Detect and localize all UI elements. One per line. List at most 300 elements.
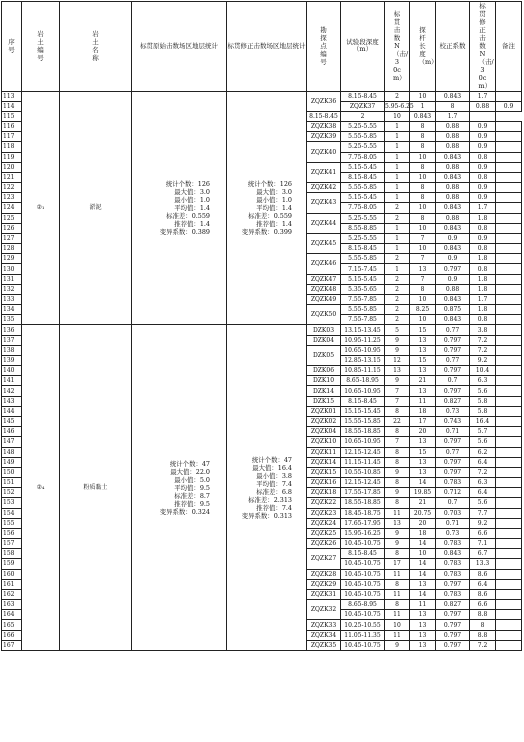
correction-coefficient: 0.797 — [436, 610, 470, 620]
test-depth: 7.15-7.45 — [341, 264, 385, 274]
header-soil-code: 岩土编号 — [22, 2, 60, 92]
borehole-id: ZQZK14 — [307, 457, 341, 467]
test-depth: 10.25-10.55 — [341, 620, 385, 630]
corrected-blows: 1.8 — [470, 284, 496, 294]
correction-coefficient: 0.712 — [436, 488, 470, 498]
test-depth: 11.05-11.35 — [341, 630, 385, 640]
row-index: 152 — [2, 488, 22, 498]
row-index: 141 — [2, 376, 22, 386]
rod-length: 18 — [410, 406, 436, 416]
test-depth: 5.25-5.55 — [341, 233, 385, 243]
borehole-id: DZK06 — [307, 366, 341, 376]
soil-name: 淤泥 — [60, 91, 132, 325]
row-index: 118 — [2, 142, 22, 152]
rod-length: 8 — [436, 101, 470, 111]
rod-length: 13 — [410, 640, 436, 650]
remark-cell — [496, 335, 522, 345]
table-body — [2, 91, 522, 650]
test-depth: 10.45-10.75 — [341, 589, 385, 599]
row-index: 114 — [2, 101, 22, 111]
borehole-id: ZQZK32 — [307, 600, 341, 620]
rod-length: 8 — [410, 162, 436, 172]
row-index: 148 — [2, 447, 22, 457]
row-index: 151 — [2, 478, 22, 488]
row-index: 165 — [2, 620, 22, 630]
header-remark: 备注 — [496, 2, 522, 92]
borehole-id: ZQZK38 — [307, 122, 341, 132]
test-depth: 10.65-10.95 — [341, 437, 385, 447]
test-depth: 7.75-8.05 — [341, 152, 385, 162]
test-depth: 10.65-10.95 — [341, 345, 385, 355]
borehole-id: DZK04 — [307, 335, 341, 345]
rod-length: 13 — [410, 457, 436, 467]
correction-coefficient: 0.843 — [436, 294, 470, 304]
test-depth: 10.45-10.75 — [341, 610, 385, 620]
corrected-blows: 1.8 — [470, 254, 496, 264]
corrected-blows: 0.9 — [470, 193, 496, 203]
spt-blows: 8 — [385, 447, 410, 457]
corrected-blows: 7.2 — [470, 345, 496, 355]
remark-cell — [496, 172, 522, 182]
correction-coefficient: 0.783 — [436, 539, 470, 549]
corrected-blows: 5.8 — [470, 396, 496, 406]
correction-coefficient: 0.73 — [436, 528, 470, 538]
corrected-blows: 0.9 — [470, 233, 496, 243]
remark-cell — [496, 294, 522, 304]
row-index: 132 — [2, 284, 22, 294]
spt-blows: 1 — [385, 223, 410, 233]
correction-coefficient: 0.843 — [410, 111, 436, 121]
test-depth: 10.95-11.25 — [341, 335, 385, 345]
corrected-blows: 8 — [470, 620, 496, 630]
remark-cell — [496, 203, 522, 213]
remark-cell — [496, 305, 522, 315]
rod-length: 13 — [410, 437, 436, 447]
correction-coefficient: 0.827 — [436, 600, 470, 610]
spt-blows: 22 — [385, 417, 410, 427]
row-index: 160 — [2, 569, 22, 579]
remark-cell — [496, 447, 522, 457]
spt-blows: 2 — [385, 254, 410, 264]
test-depth: 12.15-12.45 — [341, 447, 385, 457]
rod-length: 10 — [410, 152, 436, 162]
row-index: 129 — [2, 254, 22, 264]
borehole-id: ZQZK23 — [307, 508, 341, 518]
correction-coefficient: 0.88 — [436, 122, 470, 132]
spt-blows: 2 — [385, 315, 410, 325]
remark-cell — [496, 142, 522, 152]
correction-coefficient: 0.797 — [436, 640, 470, 650]
test-depth: 5.25-5.55 — [341, 142, 385, 152]
spt-blows: 2 — [385, 91, 410, 101]
borehole-id: ZQZK33 — [307, 620, 341, 630]
correction-coefficient: 0.797 — [436, 264, 470, 274]
corrected-blows: 0.9 — [470, 142, 496, 152]
rod-length: 13 — [410, 366, 436, 376]
rod-length: 13 — [410, 610, 436, 620]
spt-blows: 9 — [385, 345, 410, 355]
test-depth: 8.65-18.95 — [341, 376, 385, 386]
rod-length: 14 — [410, 589, 436, 599]
correction-coefficient: 0.7 — [436, 376, 470, 386]
header-row — [2, 2, 522, 92]
rod-length: 11 — [410, 396, 436, 406]
remark-cell — [496, 254, 522, 264]
remark-cell — [496, 579, 522, 589]
spt-blows: 8 — [385, 478, 410, 488]
header-corrected-stat: 标贯修正击数场区地层统计 — [227, 2, 307, 92]
test-depth: 10.65-10.95 — [341, 386, 385, 396]
rod-length: 8 — [410, 213, 436, 223]
rod-length: 7 — [410, 254, 436, 264]
remark-cell — [496, 396, 522, 406]
test-depth: 5.55-5.85 — [341, 132, 385, 142]
row-index: 155 — [2, 518, 22, 528]
row-index: 145 — [2, 417, 22, 427]
rod-length: 11 — [410, 600, 436, 610]
test-depth: 5.55-5.85 — [341, 183, 385, 193]
rod-length: 14 — [410, 478, 436, 488]
row-index: 156 — [2, 528, 22, 538]
row-index: 138 — [2, 345, 22, 355]
correction-coefficient: 0.9 — [436, 233, 470, 243]
header-original-stat: 标贯原始击数场区地层统计 — [132, 2, 227, 92]
spt-blows: 1 — [385, 142, 410, 152]
test-depth: 5.35-5.65 — [341, 284, 385, 294]
correction-coefficient: 0.88 — [436, 284, 470, 294]
spt-blows: 13 — [385, 518, 410, 528]
soil-code: ②₄ — [22, 325, 60, 651]
row-index: 154 — [2, 508, 22, 518]
rod-length: 8 — [410, 284, 436, 294]
rod-length: 14 — [410, 569, 436, 579]
borehole-id: ZQZK44 — [307, 213, 341, 233]
remark-cell — [496, 427, 522, 437]
correction-coefficient: 0.797 — [436, 386, 470, 396]
spt-blows: 9 — [385, 640, 410, 650]
borehole-id: ZQZK37 — [341, 101, 385, 111]
rod-length: 10 — [410, 294, 436, 304]
test-depth: 13.15-13.45 — [341, 325, 385, 335]
rod-length: 20 — [410, 518, 436, 528]
soil-name: 粉质黏土 — [60, 325, 132, 651]
row-index: 126 — [2, 223, 22, 233]
corrected-blows: 7.1 — [470, 539, 496, 549]
corrected-blows: 0.8 — [470, 223, 496, 233]
rod-length: 15 — [410, 355, 436, 365]
correction-coefficient: 0.88 — [436, 132, 470, 142]
header-rod-length: 探杆长度（m） — [410, 2, 436, 92]
correction-coefficient: 0.875 — [436, 305, 470, 315]
remark-cell — [496, 355, 522, 365]
borehole-id: DZK03 — [307, 325, 341, 335]
spt-blows: 9 — [385, 539, 410, 549]
borehole-id: ZQZK48 — [307, 284, 341, 294]
test-depth: 5.15-5.45 — [341, 162, 385, 172]
corrected-blows: 16.4 — [470, 417, 496, 427]
spt-blows: 10 — [385, 620, 410, 630]
row-index: 166 — [2, 630, 22, 640]
correction-coefficient: 0.843 — [436, 172, 470, 182]
correction-coefficient: 0.73 — [436, 406, 470, 416]
correction-coefficient: 0.88 — [436, 162, 470, 172]
corrected-blows: 6.4 — [470, 579, 496, 589]
header-soil-name: 岩土名称 — [60, 2, 132, 92]
corrected-blows: 1.7 — [470, 203, 496, 213]
correction-coefficient: 0.703 — [436, 508, 470, 518]
row-index: 159 — [2, 559, 22, 569]
remark-cell — [470, 111, 496, 121]
spt-blows: 2 — [385, 305, 410, 315]
spt-blows: 7 — [385, 386, 410, 396]
spt-blows: 2 — [385, 274, 410, 284]
corrected-blows: 6.3 — [470, 478, 496, 488]
spt-blows: 13 — [385, 366, 410, 376]
corrected-blows: 8.8 — [470, 610, 496, 620]
rod-length: 15 — [410, 447, 436, 457]
corrected-blows: 1.7 — [470, 294, 496, 304]
corrected-blows: 1.8 — [470, 274, 496, 284]
corrected-blows: 6.7 — [470, 549, 496, 559]
rod-length: 14 — [410, 559, 436, 569]
row-index: 115 — [2, 111, 22, 121]
borehole-id: DZK05 — [307, 345, 341, 365]
rod-length: 10 — [410, 203, 436, 213]
borehole-id: DZK14 — [307, 386, 341, 396]
test-depth: 5.15-5.45 — [341, 193, 385, 203]
row-index: 142 — [2, 386, 22, 396]
remark-cell — [496, 488, 522, 498]
borehole-id: ZQZK24 — [307, 518, 341, 528]
borehole-id: ZQZK36 — [307, 91, 341, 111]
borehole-id: ZQZK22 — [307, 498, 341, 508]
spt-blows: 9 — [385, 488, 410, 498]
rod-length: 14 — [410, 539, 436, 549]
test-depth: 5.95-6.25 — [385, 102, 414, 110]
correction-coefficient: 0.783 — [436, 589, 470, 599]
test-depth: 10.45-10.75 — [341, 559, 385, 569]
correction-coefficient: 0.843 — [436, 315, 470, 325]
remark-cell — [496, 589, 522, 599]
test-depth: 10.85-11.15 — [341, 366, 385, 376]
spt-blows: 1 — [385, 162, 410, 172]
rod-length: 10 — [410, 315, 436, 325]
rod-length: 18 — [410, 528, 436, 538]
remark-cell — [496, 498, 522, 508]
spt-blows: 8 — [385, 498, 410, 508]
spt-blows: 9 — [385, 528, 410, 538]
corrected-blows: 5.6 — [470, 437, 496, 447]
row-index: 162 — [2, 589, 22, 599]
spt-blows: 11 — [385, 569, 410, 579]
test-depth: 12.15-12.45 — [341, 478, 385, 488]
correction-coefficient: 0.71 — [436, 518, 470, 528]
row-index: 163 — [2, 600, 22, 610]
borehole-id: ZQZK02 — [307, 417, 341, 427]
rod-length: 10 — [385, 111, 410, 121]
borehole-id: DZK10 — [307, 376, 341, 386]
test-depth: 7.75-8.05 — [341, 203, 385, 213]
row-index: 121 — [2, 172, 22, 182]
remark-cell — [496, 376, 522, 386]
correction-coefficient: 0.88 — [436, 183, 470, 193]
correction-coefficient: 0.843 — [436, 91, 470, 101]
row-index: 137 — [2, 335, 22, 345]
spt-blows: 1 — [385, 152, 410, 162]
borehole-id: ZQZK46 — [307, 254, 341, 274]
remark-cell — [496, 610, 522, 620]
corrected-blows: 1.7 — [470, 91, 496, 101]
row-index: 136 — [2, 325, 22, 335]
corrected-blows: 0.8 — [470, 172, 496, 182]
corrected-blows: 0.8 — [470, 264, 496, 274]
remark-cell — [496, 193, 522, 203]
corrected-blows: 5.7 — [470, 427, 496, 437]
spt-blows: 1 — [385, 264, 410, 274]
header-depth: 试验段深度（m） — [341, 2, 385, 92]
test-depth: 10.55-10.85 — [341, 467, 385, 477]
row-index: 123 — [2, 193, 22, 203]
borehole-id: ZQZK16 — [307, 478, 341, 488]
corrected-blows: 6.4 — [470, 488, 496, 498]
rod-length: 10 — [410, 244, 436, 254]
rod-length: 10 — [410, 91, 436, 101]
row-index: 133 — [2, 294, 22, 304]
remark-cell — [496, 274, 522, 284]
correction-coefficient: 0.797 — [436, 345, 470, 355]
row-index: 158 — [2, 549, 22, 559]
borehole-id: ZQZK50 — [307, 305, 341, 325]
remark-cell — [496, 640, 522, 650]
row-index: 122 — [2, 183, 22, 193]
spt-blows: 1 — [385, 122, 410, 132]
rod-length: 8 — [410, 132, 436, 142]
corrected-blows: 0.9 — [496, 101, 522, 111]
correction-coefficient: 0.77 — [436, 447, 470, 457]
rod-length: 10 — [410, 223, 436, 233]
spt-blows: 7 — [385, 396, 410, 406]
test-depth: 5.25-5.55 — [341, 213, 385, 223]
corrected-blows: 7.7 — [470, 508, 496, 518]
spt-blows: 11 — [385, 630, 410, 640]
remark-cell — [496, 223, 522, 233]
rod-length: 8 — [410, 193, 436, 203]
remark-cell — [496, 467, 522, 477]
remark-cell — [496, 508, 522, 518]
correction-coefficient: 0.797 — [436, 467, 470, 477]
borehole-id: ZQZK26 — [307, 539, 341, 549]
header-index: 序号 — [2, 2, 22, 92]
spt-blows: 1 — [385, 193, 410, 203]
correction-coefficient: 0.797 — [436, 630, 470, 640]
header-corrected-blows: 标贯修正击数N（击/30cm） — [470, 2, 496, 92]
corrected-blows: 8.8 — [470, 630, 496, 640]
rod-length: 8 — [410, 142, 436, 152]
remark-cell — [496, 518, 522, 528]
correction-coefficient: 0.797 — [436, 620, 470, 630]
borehole-id: DZK15 — [307, 396, 341, 406]
corrected-blows: 3.8 — [470, 325, 496, 335]
borehole-id: ZQZK18 — [307, 488, 341, 498]
spt-blows: 2 — [385, 284, 410, 294]
test-depth: 10.45-10.75 — [341, 640, 385, 650]
correction-coefficient: 0.783 — [436, 559, 470, 569]
header-blows: 标贯击数N（击/30cm） — [385, 2, 410, 92]
corrected-blows: 7.2 — [470, 467, 496, 477]
remark-cell — [496, 244, 522, 254]
corrected-blows: 6.3 — [470, 376, 496, 386]
row-index: 128 — [2, 244, 22, 254]
remark-cell — [496, 569, 522, 579]
test-depth: 7.55-7.85 — [341, 315, 385, 325]
correction-coefficient: 0.797 — [436, 457, 470, 467]
rod-length: 13 — [410, 620, 436, 630]
row-index: 139 — [2, 355, 22, 365]
rod-length: 13 — [410, 264, 436, 274]
spt-blows: 11 — [385, 508, 410, 518]
table-row — [2, 325, 522, 335]
borehole-id: ZQZK34 — [307, 630, 341, 640]
corrected-blows: 6.4 — [470, 457, 496, 467]
corrected-blows: 5.6 — [470, 498, 496, 508]
corrected-blows: 5.6 — [470, 386, 496, 396]
rod-length: 13 — [410, 579, 436, 589]
spt-blows: 1 — [385, 244, 410, 254]
borehole-id: ZQZK10 — [307, 437, 341, 447]
spt-blows: 1 — [385, 172, 410, 182]
corrected-blows: 9.2 — [470, 518, 496, 528]
borehole-id: ZQZK11 — [307, 447, 341, 457]
borehole-id: ZQZK01 — [307, 406, 341, 416]
remark-cell — [496, 386, 522, 396]
corrected-blows: 8.6 — [470, 569, 496, 579]
correction-coefficient: 0.783 — [436, 478, 470, 488]
test-depth: 10.45-10.75 — [341, 539, 385, 549]
test-depth: 8.15-8.45 — [341, 91, 385, 101]
corrected-stat-summary: 统计个数：126 最大值：3.0 最小值：1.0 平均值：1.4 标准差：0.559 推荐值：1.4 变异系数：0.399 — [227, 91, 307, 325]
rod-length: 20 — [410, 427, 436, 437]
rod-length: 13 — [410, 335, 436, 345]
test-depth: 5.15-5.45 — [341, 274, 385, 284]
soil-code: ②₁ — [22, 91, 60, 325]
test-depth: 8.15-8.45 — [341, 396, 385, 406]
correction-coefficient: 0.797 — [436, 437, 470, 447]
corrected-blows: 5.8 — [470, 406, 496, 416]
corrected-blows: 0.9 — [470, 183, 496, 193]
test-depth: 7.55-7.85 — [341, 294, 385, 304]
remark-cell — [496, 213, 522, 223]
rod-length: 10 — [410, 172, 436, 182]
corrected-blows: 6.2 — [470, 447, 496, 457]
rod-length: 15 — [410, 325, 436, 335]
row-index: 149 — [2, 457, 22, 467]
remark-cell — [496, 122, 522, 132]
correction-coefficient: 0.797 — [436, 579, 470, 589]
spt-blows: 2 — [385, 294, 410, 304]
borehole-id: ZQZK35 — [307, 640, 341, 650]
corrected-blows: 9.2 — [470, 355, 496, 365]
corrected-blows: 0.9 — [470, 132, 496, 142]
rod-length: 21 — [410, 376, 436, 386]
borehole-id: ZQZK45 — [307, 233, 341, 253]
correction-coefficient: 0.88 — [436, 193, 470, 203]
correction-coefficient: 0.797 — [436, 335, 470, 345]
test-depth: 17.65-17.95 — [341, 518, 385, 528]
test-depth: 8.65-8.95 — [341, 600, 385, 610]
row-index: 164 — [2, 610, 22, 620]
test-depth: 8.55-8.85 — [341, 223, 385, 233]
spt-blows: 8 — [385, 457, 410, 467]
